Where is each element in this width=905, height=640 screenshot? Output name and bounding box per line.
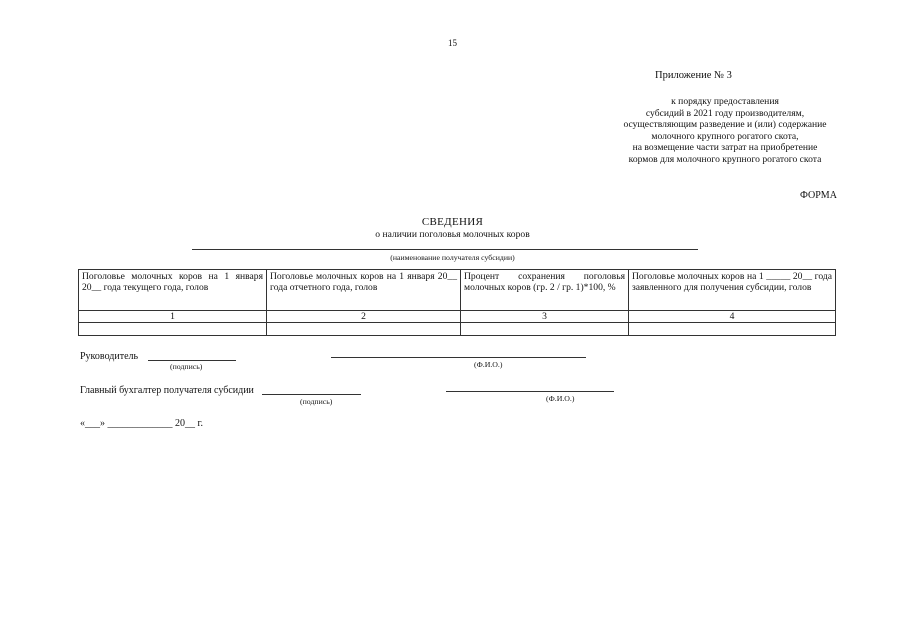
table-header-cell: Поголовье молочных коров на 1 января 20__ года текущего года, голов	[79, 270, 267, 311]
table-header-cell: Процент сохранения поголовья молочных коров (гр. 2 / гр. 1)*100, %	[461, 270, 629, 311]
order-line: к порядку предоставления	[671, 96, 779, 107]
table-header-row	[79, 270, 836, 311]
appendix-title: Приложение № 3	[655, 70, 732, 81]
form-label: ФОРМА	[800, 190, 837, 201]
accountant-signature-line	[262, 394, 361, 395]
recipient-name-line	[192, 249, 698, 250]
livestock-table	[78, 269, 836, 336]
head-signature-line	[148, 360, 236, 361]
head-signature-caption: (подпись)	[170, 362, 203, 371]
table-header-cell: Поголовье молочных коров на 1 _____ 20__ года заявленного для получения субсидии, голов	[629, 270, 836, 311]
order-line: на возмещение части затрат на приобретение	[632, 142, 818, 154]
table-cell	[461, 323, 629, 336]
accountant-signature-caption: (подпись)	[300, 397, 333, 406]
table-row	[79, 323, 836, 336]
order-line: кормов для молочного крупного рогатого скота	[628, 153, 822, 165]
head-label: Руководитель	[80, 351, 139, 362]
accountant-label: Главный бухгалтер получателя субсидии	[80, 385, 254, 396]
order-reference	[560, 96, 890, 166]
head-name-caption: (Ф.И.О.)	[474, 360, 503, 369]
accountant-name-line	[446, 391, 614, 392]
column-number: 3	[461, 311, 629, 323]
order-line: молочного крупного рогатого скота,	[651, 130, 799, 142]
accountant-name-caption: (Ф.И.О.)	[546, 394, 575, 403]
page-number: 15	[448, 38, 457, 48]
date-line: «___» _____________ 20__ г.	[80, 418, 203, 429]
table-cell	[79, 323, 267, 336]
document-subtitle: о наличии поголовья молочных коров	[375, 229, 530, 240]
column-number: 2	[267, 311, 461, 323]
head-name-line	[331, 357, 586, 358]
order-line: осуществляющим разведение и (или) содержание	[623, 119, 827, 131]
recipient-caption: (наименование получателя субсидии)	[390, 253, 515, 262]
table-cell	[267, 323, 461, 336]
table-cell	[629, 323, 836, 336]
document-title: СВЕДЕНИЯ	[421, 216, 484, 228]
column-number: 1	[79, 311, 267, 323]
order-line: субсидий в 2021 году производителям,	[645, 107, 805, 119]
column-number: 4	[629, 311, 836, 323]
table-header-cell: Поголовье молочных коров на 1 января 20__ года отчетного года, голов	[267, 270, 461, 311]
table-column-number-row	[79, 311, 836, 323]
